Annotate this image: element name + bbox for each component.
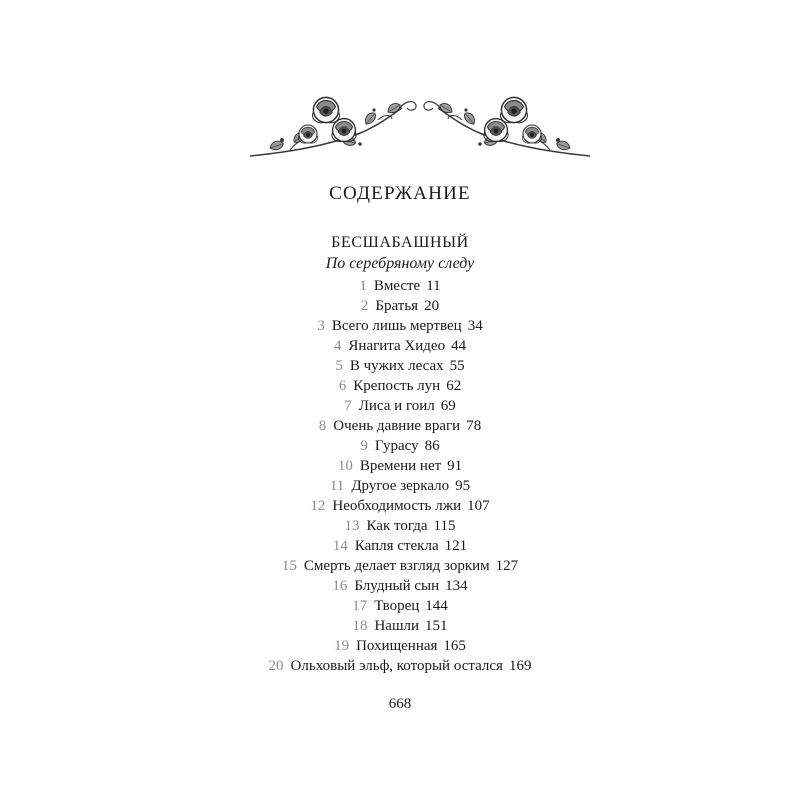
chapter-number: 1	[359, 278, 367, 294]
chapter-entry	[0, 556, 800, 576]
chapter-entry	[0, 376, 800, 396]
chapter-title: Крепость лун	[353, 378, 441, 394]
chapter-entry	[0, 576, 800, 596]
chapter-title: Как тогда	[366, 518, 428, 534]
chapter-entry	[0, 436, 800, 456]
chapter-page: 165	[443, 638, 466, 654]
chapter-title: Смерть делает взгляд зорким	[303, 558, 490, 574]
chapter-page: 44	[451, 338, 467, 354]
chapter-title: Творец	[374, 598, 420, 614]
chapter-page: 115	[433, 518, 456, 534]
chapter-page: 91	[447, 458, 463, 474]
chapter-list	[0, 276, 800, 676]
chapter-page: 55	[449, 358, 465, 374]
chapter-page: 86	[424, 438, 440, 454]
chapter-title: Ольховый эльф, который остался	[290, 658, 503, 674]
chapter-number: 12	[310, 498, 326, 514]
book-title: БЕСШАБАШНЫЙ	[331, 234, 469, 251]
chapter-entry	[0, 356, 800, 376]
chapter-number: 15	[281, 558, 297, 574]
chapter-entry	[0, 496, 800, 516]
chapter-entry	[0, 516, 800, 536]
chapter-entry	[0, 296, 800, 316]
chapter-title: Лиса и гоил	[358, 398, 435, 414]
page-number: 668	[388, 696, 412, 712]
chapter-title: Всего лишь мертвец	[331, 318, 462, 334]
chapter-number: 7	[344, 398, 352, 414]
chapter-title: Янагита Хидео	[348, 338, 446, 354]
chapter-page: 121	[444, 538, 468, 554]
chapter-page: 134	[445, 578, 468, 594]
chapter-number: 4	[333, 338, 342, 354]
floral-rose-vine-icon	[250, 90, 590, 165]
chapter-number: 16	[332, 578, 348, 594]
book-subtitle: По серебряному следу	[325, 255, 475, 272]
chapter-title: В чужих лесах	[349, 358, 444, 374]
chapter-entry	[0, 456, 800, 476]
chapter-entry	[0, 656, 800, 676]
chapter-page: 34	[467, 318, 483, 334]
chapter-number: 13	[344, 518, 360, 534]
chapter-entry	[0, 616, 800, 636]
chapter-page: 78	[466, 418, 482, 434]
chapter-title: Нашли	[374, 618, 420, 634]
chapter-title: Времени нет	[359, 458, 442, 474]
chapter-title: Другое зеркало	[351, 478, 450, 494]
chapter-page: 144	[425, 598, 448, 614]
chapter-entry	[0, 596, 800, 616]
chapter-number: 17	[352, 598, 368, 614]
chapter-page: 107	[467, 498, 490, 514]
chapter-title: Гурасу	[374, 438, 419, 454]
chapter-entry	[0, 336, 800, 356]
chapter-entry	[0, 316, 800, 336]
toc-heading: СОДЕРЖАНИЕ	[329, 183, 471, 204]
chapter-page: 62	[446, 378, 462, 394]
chapter-page: 127	[495, 558, 519, 574]
chapter-number: 20	[268, 658, 284, 674]
chapter-number: 9	[360, 438, 368, 454]
chapter-page: 169	[508, 658, 532, 674]
chapter-title: Капля стекла	[354, 538, 439, 554]
chapter-entry	[0, 416, 800, 436]
chapter-number: 14	[332, 538, 348, 554]
chapter-entry	[0, 636, 800, 656]
chapter-number: 2	[360, 298, 369, 314]
chapter-entry	[0, 536, 800, 556]
chapter-number: 19	[334, 638, 350, 654]
chapter-page: 69	[440, 398, 456, 414]
chapter-title: Необходимость лжи	[332, 498, 462, 514]
chapter-number: 11	[329, 478, 345, 494]
chapter-number: 5	[335, 358, 343, 374]
chapter-number: 8	[318, 418, 327, 434]
chapter-entry	[0, 476, 800, 496]
chapter-title: Похищенная	[356, 638, 438, 654]
chapter-page: 20	[424, 298, 440, 314]
chapter-number: 18	[352, 618, 368, 634]
chapter-page: 95	[455, 478, 471, 494]
chapter-entry	[0, 276, 800, 296]
chapter-title: Братья	[375, 298, 419, 314]
chapter-entry	[0, 396, 800, 416]
chapter-title: Очень давние враги	[333, 418, 461, 434]
chapter-page: 151	[425, 618, 448, 634]
chapter-number: 3	[317, 318, 325, 334]
chapter-title: Блудный сын	[354, 578, 440, 594]
chapter-number: 10	[337, 458, 353, 474]
chapter-number: 6	[338, 378, 347, 394]
chapter-title: Вместе	[373, 278, 421, 294]
chapter-page: 11	[426, 278, 441, 294]
